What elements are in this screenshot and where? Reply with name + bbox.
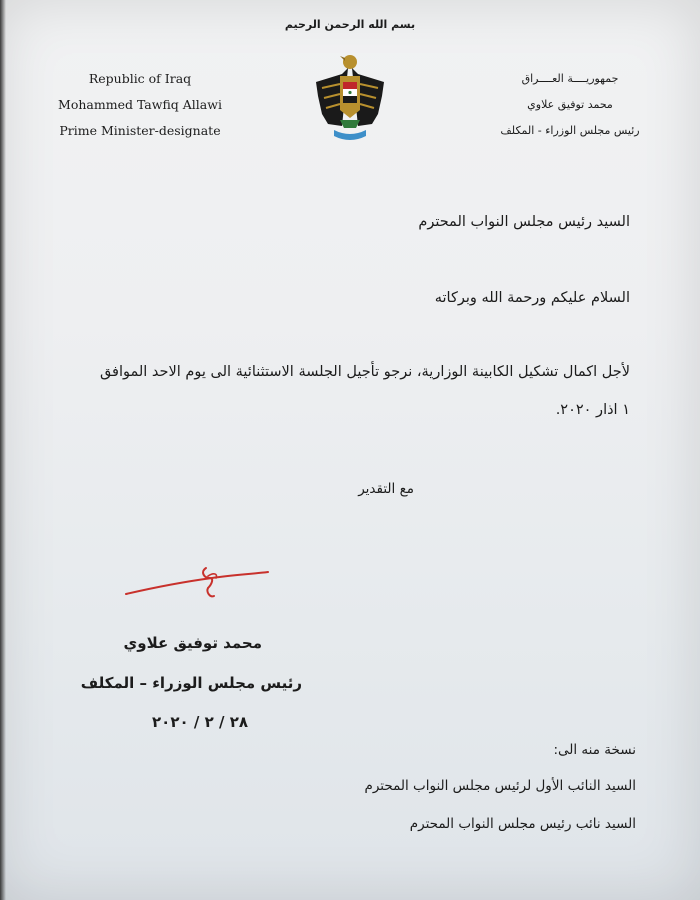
letter-body-line-2: ١ اذار ٢٠٢٠.	[555, 402, 630, 418]
basmala: بسم الله الرحمن الرحيم	[284, 18, 416, 31]
iraq-eagle-emblem-icon	[312, 52, 388, 148]
letterhead-arabic-title: رئيس مجلس الوزراء - المكلف	[500, 124, 640, 137]
letterhead-arabic-name: محمد توفيق علاوي	[527, 98, 613, 111]
letter-closing: مع التقدير	[358, 481, 414, 497]
letter-addressee: السيد رئيس مجلس النواب المحترم	[418, 214, 630, 230]
page-shadow-edge	[0, 0, 6, 900]
letterhead-english-title: Prime Minister-designate	[59, 123, 221, 138]
copies-label: نسخة منه الى:	[553, 742, 636, 758]
letter-greeting: السلام عليكم ورحمة الله وبركاته	[434, 290, 630, 306]
letterhead-english-country: Republic of Iraq	[88, 71, 192, 86]
copy-recipient-1: السيد النائب الأول لرئيس مجلس النواب المحترم	[364, 778, 636, 794]
handwritten-signature	[122, 562, 272, 606]
letter-date: ٢٨ / ٢ / ٢٠٢٠	[152, 713, 248, 731]
letterhead-arabic-country: جمهوريــــة العــــراق	[521, 72, 619, 85]
letterhead-english	[40, 66, 240, 144]
signatory-name: محمد توفيق علاوي	[123, 634, 262, 652]
letter-body-line-1: لأجل اكمال تشكيل الكابينة الوزارية، نرجو تأجيل الجلسة الاستثنائية الى يوم الاحد الموافق	[99, 364, 630, 380]
letterhead-english-name: Mohammed Tawfiq Allawi	[58, 97, 222, 112]
copy-recipient-2: السيد نائب رئيس مجلس النواب المحترم	[409, 816, 636, 832]
letterhead-arabic	[470, 66, 670, 144]
signatory-title: رئيس مجلس الوزراء – المكلف	[80, 674, 302, 692]
